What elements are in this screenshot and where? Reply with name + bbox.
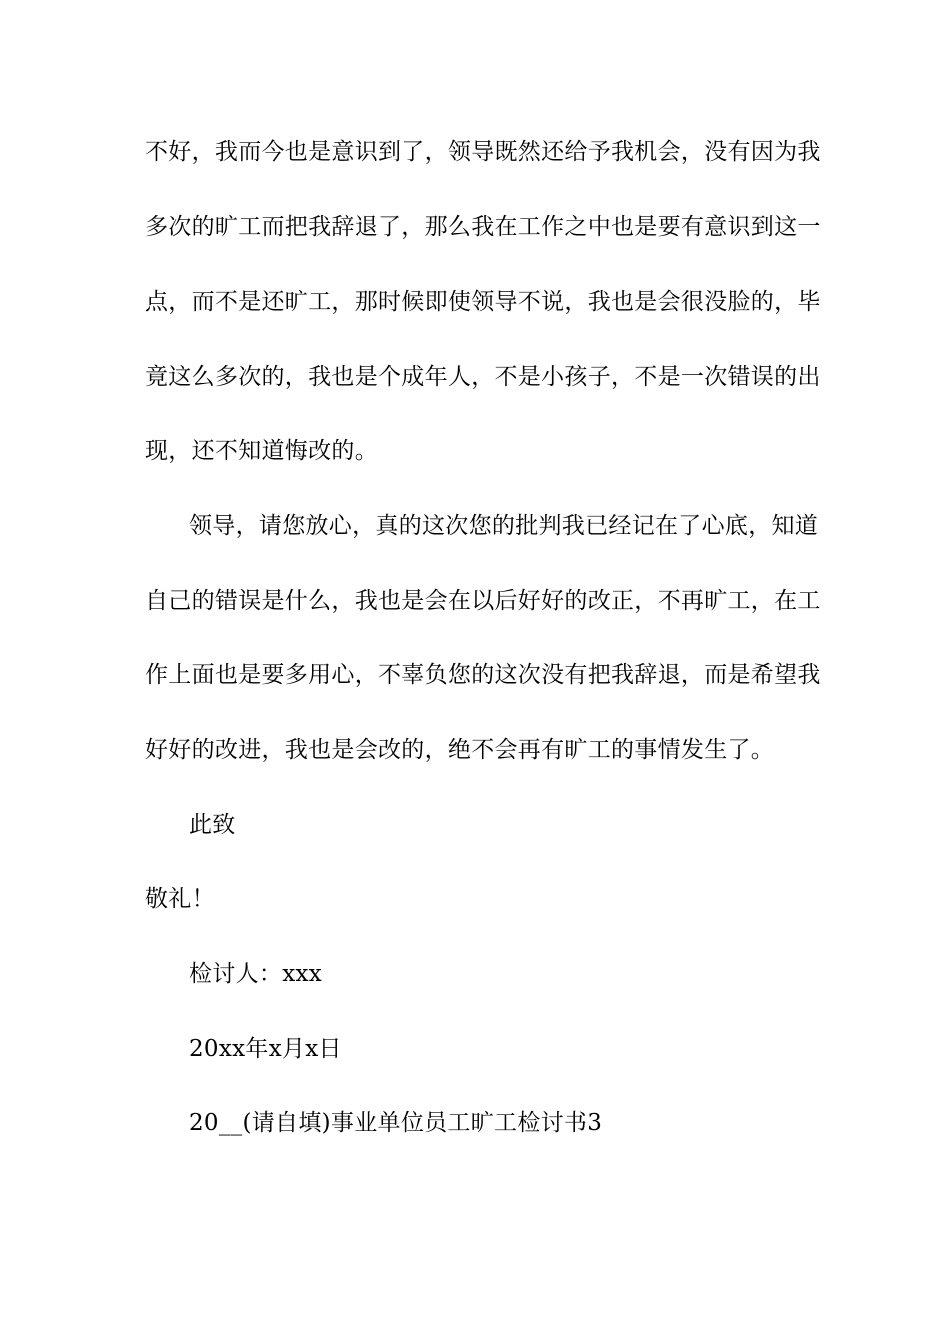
paragraph-line: 自己的错误是什么，我也是会在以后好好的改正，不再旷工，在工 xyxy=(145,588,821,614)
paragraph-line: 好好的改进，我也是会改的，绝不会再有旷工的事情发生了。 xyxy=(145,737,775,763)
paragraph-line: 领导，请您放心，真的这次您的批判我已经记在了心底，知道 xyxy=(189,513,819,539)
document-date: 20xx年x月x日 xyxy=(189,1036,342,1062)
closing-salutation: 此致 xyxy=(189,812,236,838)
paragraph-line: 多次的旷工而把我辞退了，那么我在工作之中也是要有意识到这一 xyxy=(145,214,821,240)
paragraph-line: 作上面也是要多用心，不辜负您的这次没有把我辞退，而是希望我 xyxy=(145,662,821,688)
paragraph-line: 竟这么多次的，我也是个成年人，不是小孩子，不是一次错误的出 xyxy=(145,364,821,390)
paragraph-line: 现，还不知道悔改的。 xyxy=(145,438,378,464)
author-signature: 检讨人：xxx xyxy=(189,961,323,987)
paragraph-line: 点，而不是还旷工，那时候即使领导不说，我也是会很没脸的，毕 xyxy=(145,289,821,315)
paragraph-line: 不好，我而今也是意识到了，领导既然还给予我机会，没有因为我 xyxy=(145,139,821,165)
next-section-title: 20__(请自填)事业单位员工旷工检讨书3 xyxy=(189,1110,603,1136)
closing-regards: 敬礼！ xyxy=(145,886,215,912)
